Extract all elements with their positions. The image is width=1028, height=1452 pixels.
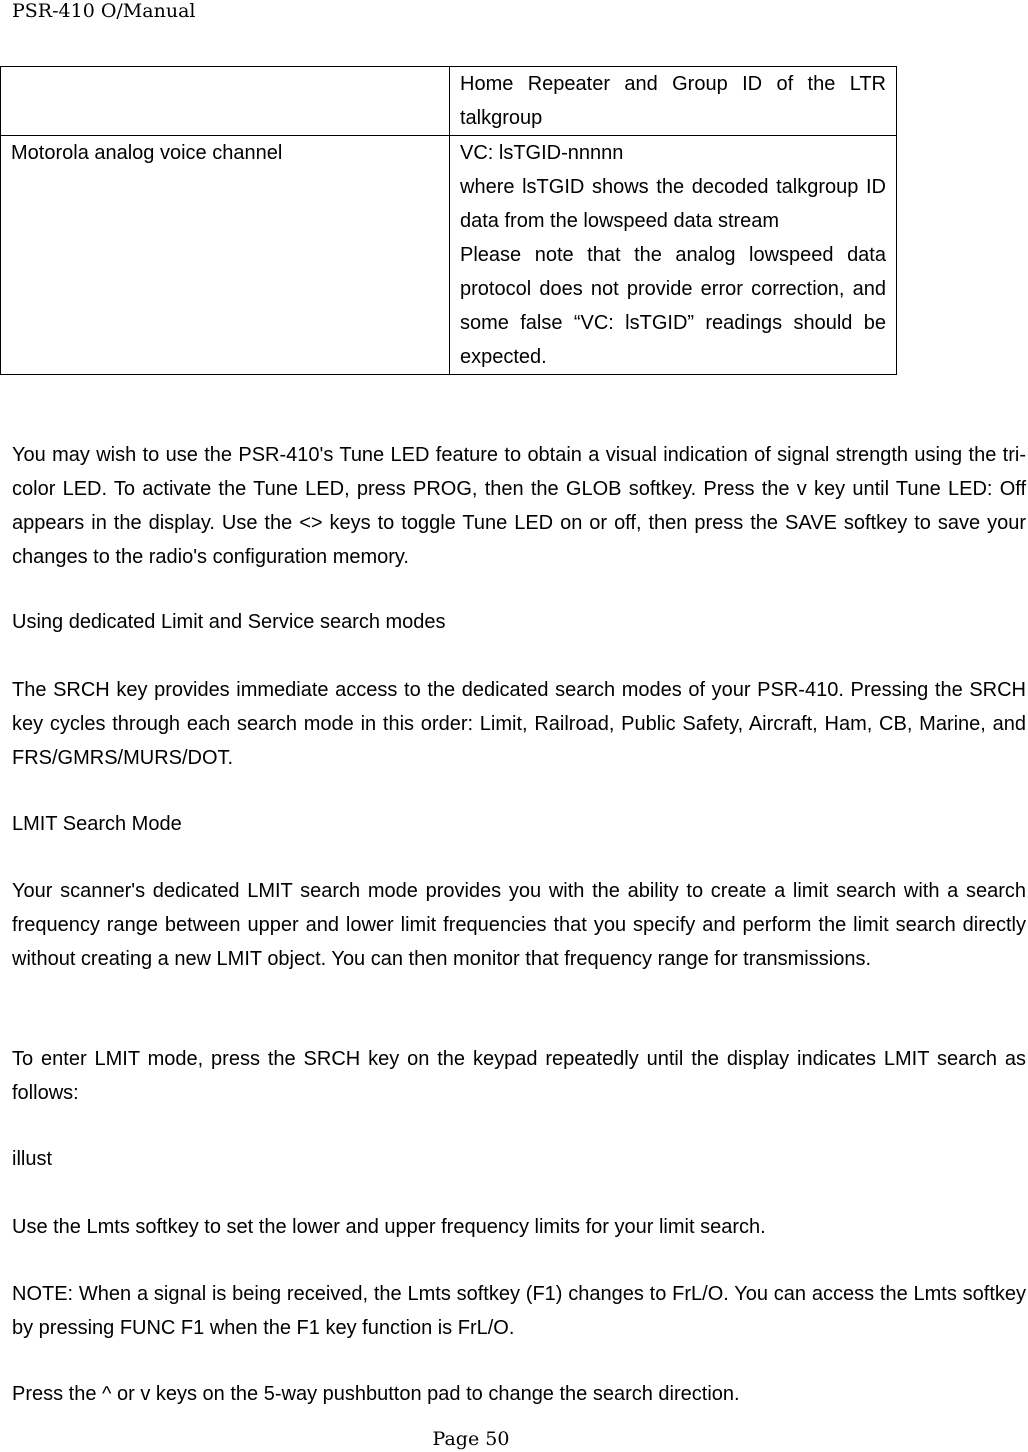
paragraph-enter-lmit: To enter LMIT mode, press the SRCH key on the keypad repeatedly until the display indicates LMIT search as follows: xyxy=(12,1048,1026,1104)
table-cell-right: Home Repeater and Group ID of the LTR talkgroup xyxy=(450,67,897,136)
table-cell-left: Motorola analog voice channel xyxy=(1,136,450,375)
paragraph-search-direction: Press the ^ or v keys on the 5-way pushbutton pad to change the search direction. xyxy=(12,1383,740,1405)
table-cell-left xyxy=(1,67,450,136)
illustration-placeholder: illust xyxy=(12,1148,53,1170)
section-heading-lmit: LMIT Search Mode xyxy=(12,813,182,835)
cell-line: Please note that the analog lowspeed data protocol does not provide error correction, and some false “VC: lsTGID” readings should be expected. xyxy=(460,244,886,368)
paragraph-note: NOTE: When a signal is being received, the Lmts softkey (F1) changes to FrL/O. You can access the Lmts softkey by pressing FUNC F1 when the F1 key function is FrL/O. xyxy=(12,1283,1026,1339)
table-row xyxy=(1,136,897,375)
section-heading-search-modes: Using dedicated Limit and Service search modes xyxy=(12,611,446,633)
page-header: PSR-410 O/Manual xyxy=(12,0,196,22)
table-row xyxy=(1,67,897,136)
paragraph-srch-key: The SRCH key provides immediate access to the dedicated search modes of your PSR-410. Pressing the SRCH key cycles through each search mode in this order: Limit, Railroad, Public Safety, Aircraft, Ham, CB, Marine, and FRS/GMRS/MURS/DOT. xyxy=(12,679,1026,769)
paragraph-lmit-description: Your scanner's dedicated LMIT search mode provides you with the ability to create a limit search with a search frequency range between upper and lower limit frequencies that you specify and perform the limit search directly without creating a new LMIT object. You can then monitor that frequency range for transmissions. xyxy=(12,880,1026,970)
cell-line: where lsTGID shows the decoded talkgroup ID data from the lowspeed data stream xyxy=(460,176,886,232)
paragraph-tune-led: You may wish to use the PSR-410's Tune LED feature to obtain a visual indication of signal strength using the tri-color LED. To activate the Tune LED, press PROG, then the GLOB softkey. Press the v key until Tune LED: Off appears in the display. Use the <> keys to toggle Tune LED on or off, then press the SAVE softkey to save your changes to the radio's configuration memory. xyxy=(12,444,1026,568)
paragraph-lmts-softkey: Use the Lmts softkey to set the lower and upper frequency limits for your limit search. xyxy=(12,1216,766,1238)
cell-line: VC: lsTGID-nnnnn xyxy=(460,142,624,164)
page-number: Page 50 xyxy=(432,1428,510,1450)
table-cell-right xyxy=(450,136,897,375)
spec-table xyxy=(0,66,897,375)
